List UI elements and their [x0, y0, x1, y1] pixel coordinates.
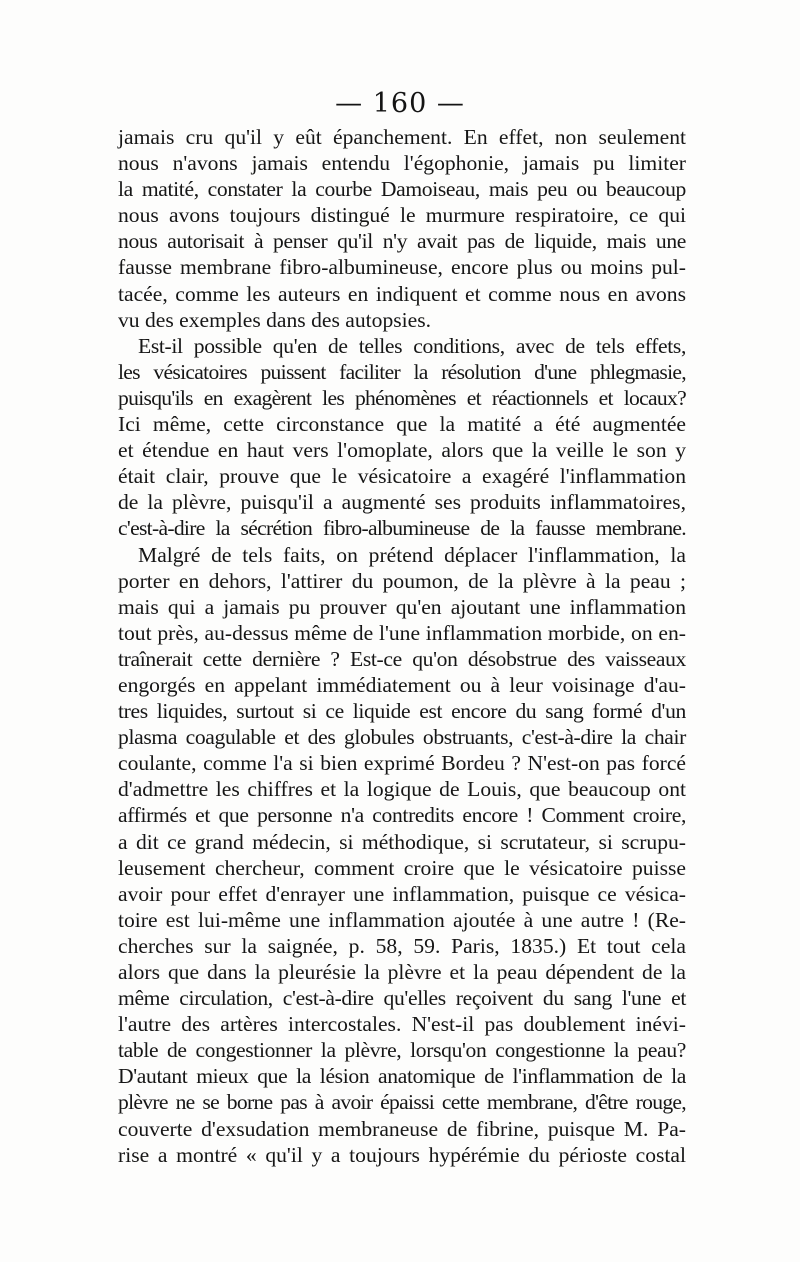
text-line: rise a montré « qu'il y a toujours hypérémie du périoste costal	[118, 1142, 686, 1167]
text-line: Est-il possible qu'en de telles conditions, avec de tels effets,	[138, 333, 686, 358]
text-line: Malgré de tels faits, on prétend déplacer l'inflammation, la	[138, 542, 686, 567]
text-line: c'est-à-dire la sécrétion fibro-albumineuse de la fausse membrane.	[118, 516, 686, 541]
text-line: porter en dehors, l'attirer du poumon, de la plèvre à la peau ;	[118, 568, 686, 593]
text-line: mais qui a jamais pu prouver qu'en ajoutant une inflammation	[118, 594, 686, 619]
text-line: cherches sur la saignée, p. 58, 59. Paris, 1835.) Et tout cela	[118, 933, 686, 958]
text-line: nous n'avons jamais entendu l'égophonie, jamais pu limiter	[118, 151, 686, 176]
text-line: fausse membrane fibro-albumineuse, encore plus ou moins pul-	[118, 255, 686, 280]
text-line: table de congestionner la plèvre, lorsqu'on congestionne la peau?	[118, 1038, 686, 1063]
text-line: a dit ce grand médecin, si méthodique, si scrutateur, si scrupu-	[118, 829, 686, 854]
text-line: puisqu'ils en exagèrent les phénomènes et réactionnels et locaux?	[118, 385, 686, 410]
text-line: nous avons toujours distingué le murmure respiratoire, ce qui	[118, 203, 686, 228]
text-line: alors que dans la pleurésie la plèvre et la peau dépendent de la	[118, 960, 686, 984]
text-line: plasma coagulable et des globules obstruants, c'est-à-dire la chair	[118, 725, 686, 750]
text-line: tout près, au-dessus même de l'une inflammation morbide, on en-	[118, 620, 686, 645]
text-line: de la plèvre, puisqu'il a augmenté ses produits inflammatoires,	[118, 490, 686, 515]
text-line: nous autorisait à penser qu'il n'y avait pas de liquide, mais une	[118, 229, 686, 254]
text-line: vu des exemples dans des autopsies.	[118, 307, 432, 332]
text-line: était clair, prouve que le vésicatoire a exagéré l'inflammation	[118, 464, 686, 489]
text-line: leusement chercheur, comment croire que le vésicatoire puisse	[118, 855, 686, 880]
text-line: engorgés en appelant immédiatement ou à leur voisinage d'au-	[118, 672, 686, 697]
text-line: d'admettre les chiffres et la logique de Louis, que beaucoup ont	[118, 777, 686, 802]
text-line: l'autre des artères intercostales. N'est-il pas doublement inévi-	[118, 1012, 686, 1037]
text-line: traînerait cette dernière ? Est-ce qu'on désobstrue des vaisseaux	[118, 646, 686, 671]
text-line: même circulation, c'est-à-dire qu'elles reçoivent du sang l'une et	[118, 986, 686, 1011]
text-line: les vésicatoires puissent faciliter la résolution d'une phlegmasie,	[118, 359, 686, 384]
text-line: tres liquides, surtout si ce liquide est encore du sang formé d'un	[118, 699, 686, 724]
text-line: avoir pour effet d'enrayer une inflammation, puisque ce vésica-	[118, 881, 686, 906]
text-line: plèvre ne se borne pas à avoir épaissi cette membrane, d'être rouge,	[118, 1090, 686, 1115]
text-line: et étendue en haut vers l'omoplate, alors que la veille le son y	[118, 438, 686, 463]
text-line: la matité, constater la courbe Damoiseau, mais peu ou beaucoup	[118, 177, 686, 202]
text-line: Ici même, cette circonstance que la matité a été augmentée	[118, 412, 686, 437]
body-text	[118, 124, 686, 1168]
text-line: jamais cru qu'il y eût épanchement. En effet, non seulement	[118, 125, 686, 149]
page-number: — 160 —	[335, 88, 465, 119]
text-line: coulante, comme l'a si bien exprimé Bordeu ? N'est-on pas forcé	[118, 751, 686, 776]
text-line: D'autant mieux que la lésion anatomique de l'inflammation de la	[118, 1064, 686, 1089]
text-line: affirmés et que personne n'a contredits encore ! Comment croire,	[118, 803, 686, 828]
text-line: tacée, comme les auteurs en indiquent et comme nous en avons	[118, 281, 686, 306]
text-line: couverte d'exsudation membraneuse de fibrine, puisque M. Pa-	[118, 1116, 686, 1141]
text-line: toire est lui-même une inflammation ajoutée à une autre ! (Re-	[118, 907, 686, 932]
